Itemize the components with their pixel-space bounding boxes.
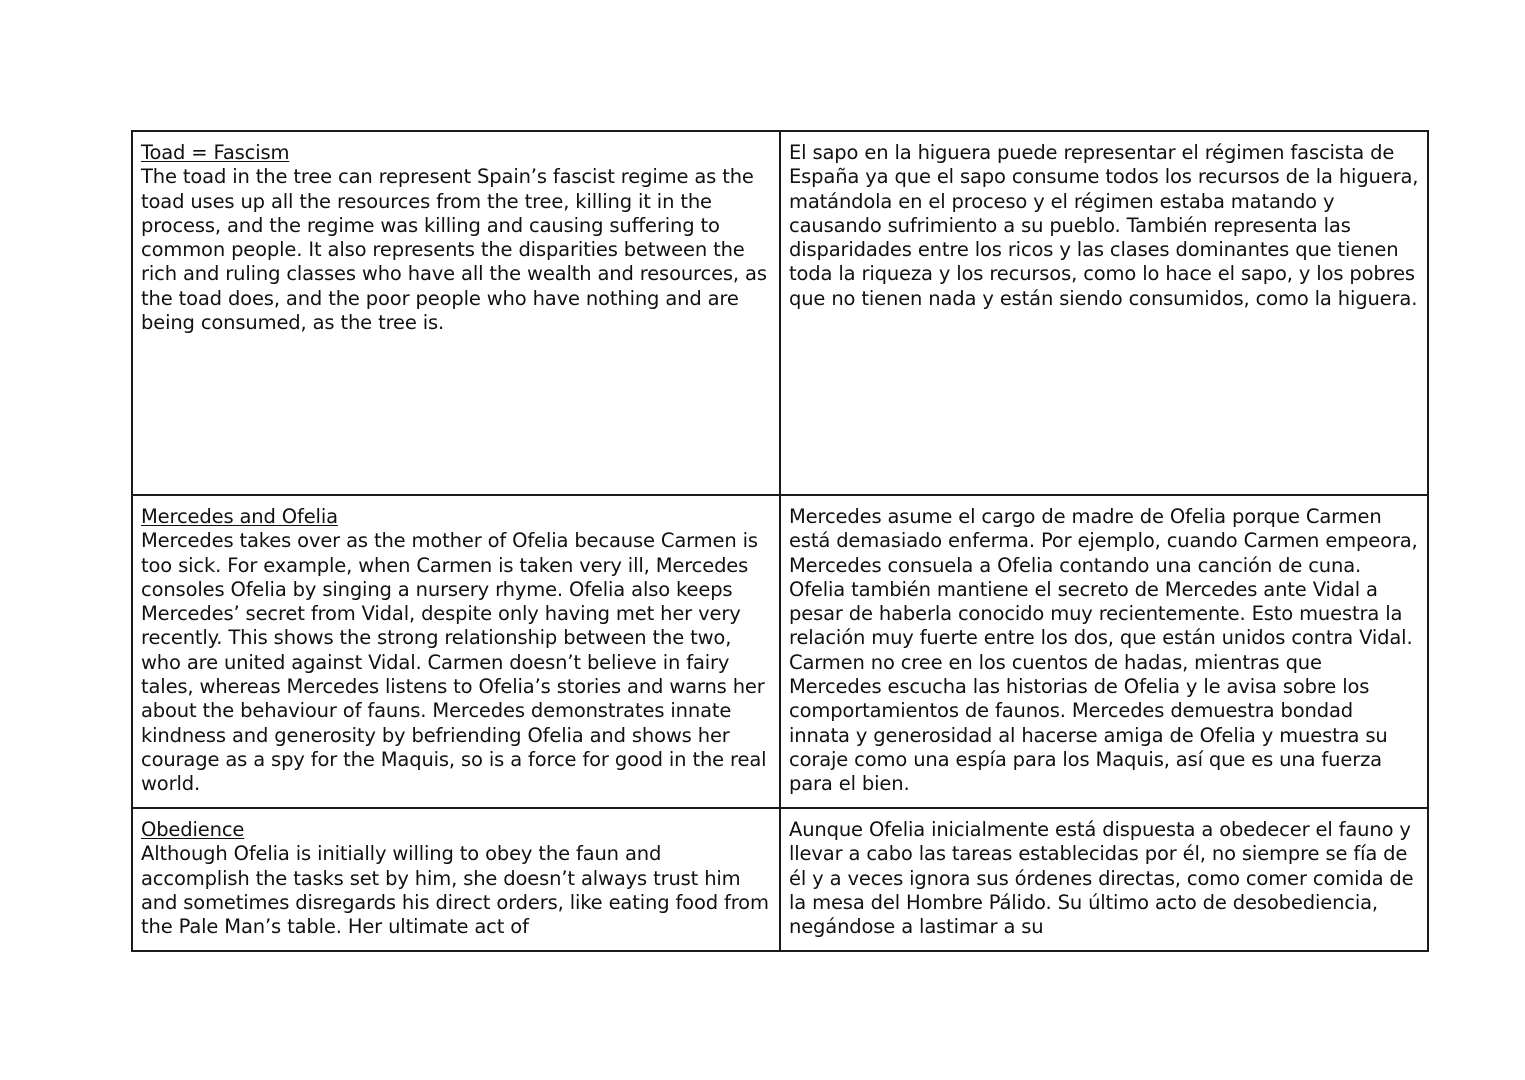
spanish-paragraph: El sapo en la higuera puede representar el régimen fascista de España ya que el sapo consume todos los recursos de la higuera, matándola en el proceso y el régimen estaba matando y causando sufrimiento a su pueblo. También representa las disparidades entre los ricos y las clases dominantes que tienen toda la riqueza y los recursos, como lo hace el sapo, y los pobres que no tienen nada y están siendo consumidos, como la higuera. <box>789 141 1419 310</box>
english-paragraph: The toad in the tree can represent Spain’s fascist regime as the toad uses up all the resources from the tree, killing it in the process, and the regime was killing and causing suffering to common people. It also represents the disparities between the rich and ruling classes who have all the wealth and resources, as the toad does, and the poor people who have nothing and are being consumed, as the tree is. <box>141 165 767 335</box>
spanish-cell <box>780 131 1428 495</box>
spanish-cell <box>780 495 1428 808</box>
bilingual-notes-table <box>131 130 1429 952</box>
section-heading: Mercedes and Ofelia <box>141 505 338 528</box>
table-row <box>132 808 1428 951</box>
english-cell <box>132 808 780 951</box>
table-row <box>132 495 1428 808</box>
section-heading: Obedience <box>141 818 245 841</box>
english-cell <box>132 131 780 495</box>
spanish-cell <box>780 808 1428 951</box>
section-heading: Toad = Fascism <box>141 141 290 164</box>
english-cell <box>132 495 780 808</box>
spanish-paragraph: Aunque Ofelia inicialmente está dispuesta a obedecer el fauno y llevar a cabo las tareas establecidas por él, no siempre se fía de él y a veces ignora sus órdenes directas, como comer comida de la mesa del Hombre Pálido. Su último acto de desobediencia, negándose a lastimar a su <box>789 818 1414 939</box>
spanish-paragraph: Mercedes asume el cargo de madre de Ofelia porque Carmen está demasiado enferma. Por ejemplo, cuando Carmen empeora, Mercedes consuela a Ofelia contando una canción de cuna. Ofelia también mantiene el secreto de Mercedes ante Vidal a pesar de haberla conocido muy recientemente. Esto muestra la relación muy fuerte entre los dos, que están unidos contra Vidal. Carmen no cree en los cuentos de hadas, mientras que Mercedes escucha las historias de Ofelia y le avisa sobre los comportamientos de faunos. Mercedes demuestra bondad innata y generosidad al hacerse amiga de Ofelia y muestra su coraje como una espía para los Maquis, así que es una fuerza para el bien. <box>789 505 1418 796</box>
english-paragraph: Mercedes takes over as the mother of Ofelia because Carmen is too sick. For example, when Carmen is taken very ill, Mercedes consoles Ofelia by singing a nursery rhyme. Ofelia also keeps Mercedes’ secret from Vidal, despite only having met her very recently. This shows the strong relationship between the two, who are united against Vidal. Carmen doesn’t believe in fairy tales, whereas Mercedes listens to Ofelia’s stories and warns her about the behaviour of fauns. Mercedes demonstrates innate kindness and generosity by befriending Ofelia and shows her courage as a spy for the Maquis, so is a force for good in the real world. <box>141 529 767 796</box>
english-paragraph: Although Ofelia is initially willing to obey the faun and accomplish the tasks set by him, she doesn’t always trust him and sometimes disregards his direct orders, like eating food from the Pale Man’s table. Her ultimate act of <box>141 842 769 939</box>
table-row <box>132 131 1428 495</box>
